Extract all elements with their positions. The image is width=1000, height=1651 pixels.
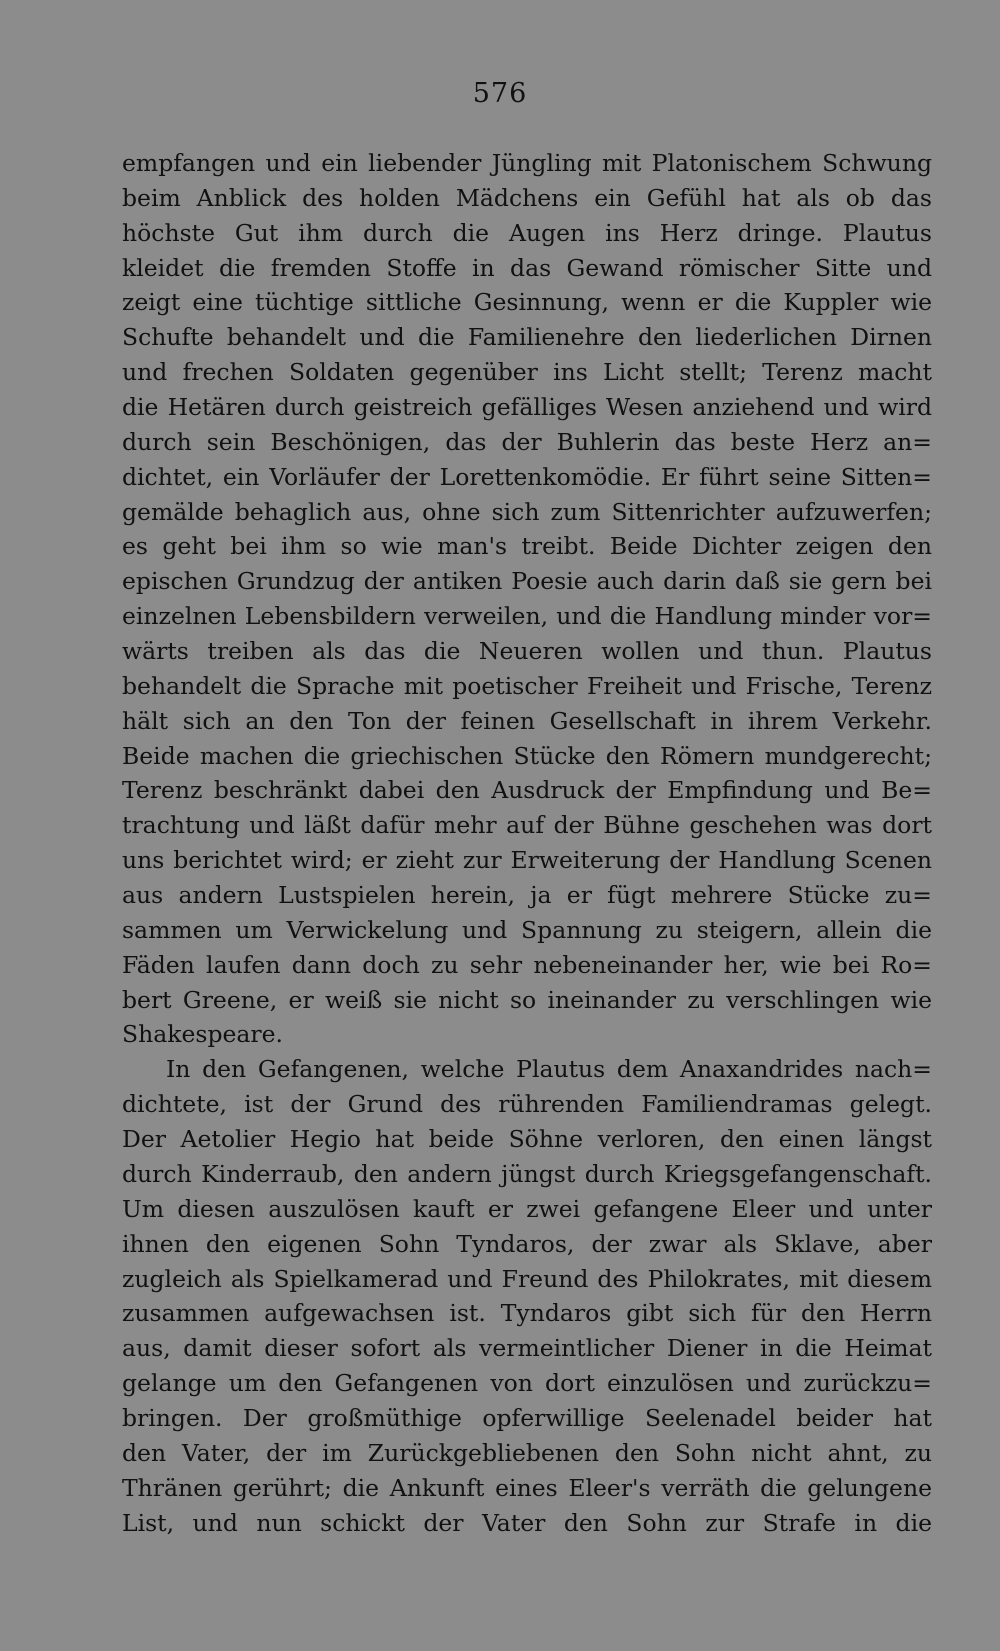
text-line: gelange um den Gefangenen von dort einzulösen und zurückzu= xyxy=(122,1369,932,1398)
text-line: kleidet die fremden Stoffe in das Gewand römischer Sitte und xyxy=(122,253,932,282)
text-line: den Vater, der im Zurückgebliebenen den Sohn nicht ahnt, zu xyxy=(122,1438,932,1467)
text-line: beim Anblick des holden Mädchens ein Gefühl hat als ob das xyxy=(122,183,932,212)
text-line: zeigt eine tüchtige sittliche Gesinnung, wenn er die Kuppler wie xyxy=(122,288,932,317)
text-line: Um diesen auszulösen kauft er zwei gefangene Eleer und unter xyxy=(122,1194,932,1223)
text-line: einzelnen Lebensbildern verweilen, und die Handlung minder vor= xyxy=(122,602,932,631)
text-line: List, und nun schickt der Vater den Sohn zur Strafe in die xyxy=(122,1508,932,1537)
text-line: ihnen den eigenen Sohn Tyndaros, der zwar als Sklave, aber xyxy=(122,1229,932,1258)
text-line: Fäden laufen dann doch zu sehr nebeneinander her, wie bei Ro= xyxy=(122,950,932,979)
page-number: 576 xyxy=(472,78,528,109)
text-line: Beide machen die griechischen Stücke den Römern mundgerecht; xyxy=(122,741,932,770)
text-line: Der Aetolier Hegio hat beide Söhne verloren, den einen längst xyxy=(122,1125,932,1154)
text-line: behandelt die Sprache mit poetischer Freiheit und Frische, Terenz xyxy=(122,671,932,700)
text-line: hält sich an den Ton der feinen Gesellschaft in ihrem Verkehr. xyxy=(122,706,932,735)
body-text xyxy=(122,146,932,1540)
text-line: epischen Grundzug der antiken Poesie auch darin daß sie gern bei xyxy=(122,567,932,596)
text-line: In den Gefangenen, welche Plautus dem Anaxandrides nach= xyxy=(166,1055,932,1084)
text-line: bert Greene, er weiß sie nicht so ineinander zu verschlingen wie xyxy=(122,985,932,1014)
text-line: gemälde behaglich aus, ohne sich zum Sittenrichter aufzuwerfen; xyxy=(122,497,932,526)
text-line: trachtung und läßt dafür mehr auf der Bühne geschehen was dort xyxy=(122,811,932,840)
text-line: uns berichtet wird; er zieht zur Erweiterung der Handlung Scenen xyxy=(122,846,932,875)
text-line: Terenz beschränkt dabei den Ausdruck der Empfindung und Be= xyxy=(122,776,932,805)
text-line: Shakespeare. xyxy=(122,1020,284,1049)
text-line: höchste Gut ihm durch die Augen ins Herz dringe. Plautus xyxy=(122,218,932,247)
text-line: zusammen aufgewachsen ist. Tyndaros gibt sich für den Herrn xyxy=(122,1299,932,1328)
text-line: empfangen und ein liebender Jüngling mit Platonischem Schwung xyxy=(122,149,932,177)
text-line: bringen. Der großmüthige opferwillige Seelenadel beider hat xyxy=(122,1403,932,1432)
text-line: durch sein Beschönigen, das der Buhlerin das beste Herz an= xyxy=(122,427,932,456)
text-line: sammen um Verwickelung und Spannung zu steigern, allein die xyxy=(122,915,932,944)
text-line: und frechen Soldaten gegenüber ins Licht stellt; Terenz macht xyxy=(122,358,932,387)
text-line: durch Kinderraub, den andern jüngst durch Kriegsgefangenschaft. xyxy=(122,1159,932,1188)
text-line: zugleich als Spielkamerad und Freund des Philokrates, mit diesem xyxy=(122,1264,932,1293)
text-line: es geht bei ihm so wie man's treibt. Beide Dichter zeigen den xyxy=(122,532,932,561)
text-line: aus, damit dieser sofort als vermeintlicher Diener in die Heimat xyxy=(122,1334,932,1363)
text-line: die Hetären durch geistreich gefälliges Wesen anziehend und wird xyxy=(122,393,932,422)
text-line: Schufte behandelt und die Familienehre den liederlichen Dirnen xyxy=(122,323,932,352)
text-line: dichtete, ist der Grund des rührenden Familiendramas gelegt. xyxy=(122,1090,932,1119)
text-line: Thränen gerührt; die Ankunft eines Eleer's verräth die gelungene xyxy=(122,1473,932,1502)
text-line: wärts treiben als das die Neueren wollen und thun. Plautus xyxy=(122,637,932,666)
text-line: dichtet, ein Vorläufer der Lorettenkomödie. Er führt seine Sitten= xyxy=(122,462,932,491)
text-line: aus andern Lustspielen herein, ja er fügt mehrere Stücke zu= xyxy=(122,881,932,910)
